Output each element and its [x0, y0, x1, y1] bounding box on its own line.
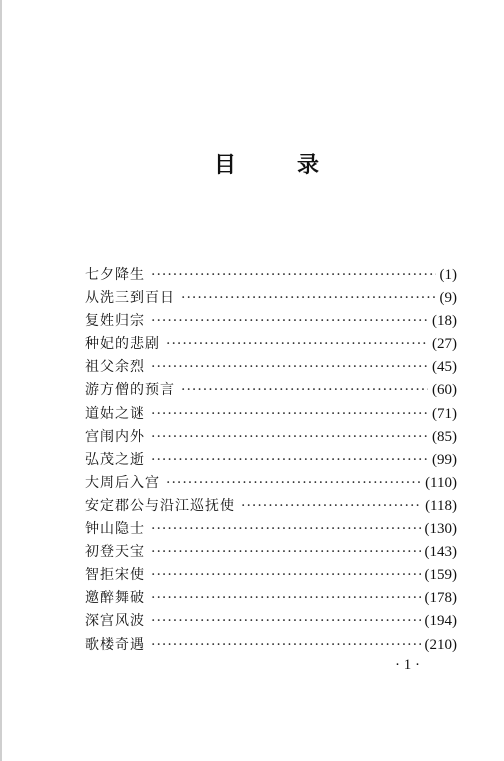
toc-entry[interactable] [85, 310, 457, 333]
page-edge-shadow [0, 0, 2, 761]
toc-entry-title: 道姑之谜 [85, 405, 145, 422]
toc-entry[interactable] [85, 356, 457, 379]
toc-entry-title: 深宫风波 [85, 613, 145, 630]
toc-entry-title: 歌楼奇遇 [85, 636, 145, 653]
toc-entry-page: (1) [439, 267, 457, 283]
toc-entry-title: 游方僧的预言 [85, 382, 175, 399]
toc-entry-page: (159) [424, 567, 457, 584]
dot-leader [151, 541, 421, 564]
toc-entry-title: 从洗三到百日 [85, 290, 175, 307]
toc-entry-page: (45) [432, 359, 457, 376]
toc-entry-title: 七夕降生 [85, 267, 145, 283]
toc-entry[interactable] [85, 518, 457, 541]
dot-leader [151, 356, 428, 379]
toc-entry-title: 邀醉舞破 [85, 590, 145, 607]
toc-entry-page: (178) [424, 590, 457, 607]
dot-leader [166, 333, 428, 356]
toc-entry[interactable] [85, 379, 457, 402]
toc-entry[interactable] [85, 541, 457, 564]
dot-leader [241, 495, 421, 518]
toc-entry[interactable] [85, 472, 457, 495]
toc-entry-page: (85) [432, 428, 457, 445]
toc-entry-page: (27) [432, 336, 457, 353]
toc-entry[interactable] [85, 287, 457, 310]
toc-entry[interactable] [85, 610, 457, 633]
toc-entry[interactable] [85, 333, 457, 356]
toc-entry-title: 复姓归宗 [85, 313, 145, 330]
dot-leader [151, 564, 421, 587]
toc-entry-page: (118) [425, 497, 457, 514]
title-char-2: 录 [297, 153, 321, 178]
toc-entry[interactable] [85, 634, 457, 657]
toc-entry-page: (143) [424, 544, 457, 561]
toc-entry[interactable] [85, 264, 457, 287]
toc-entry-title: 智拒宋使 [85, 567, 145, 584]
dot-leader [181, 379, 428, 402]
toc-entry-title: 初登天宝 [85, 544, 145, 561]
toc-entry[interactable] [85, 426, 457, 449]
toc-entry[interactable] [85, 564, 457, 587]
dot-leader [151, 403, 428, 426]
toc-entry-title: 安定郡公与沿江巡抚使 [85, 497, 235, 514]
toc-entry-page: (9) [439, 290, 457, 307]
dot-leader [166, 472, 421, 495]
toc-entry-page: (210) [424, 636, 457, 653]
dot-leader [151, 426, 428, 449]
dot-leader [151, 264, 436, 287]
table-of-contents [85, 264, 457, 657]
toc-entry-page: (18) [432, 313, 457, 330]
toc-entry-page: (110) [425, 474, 457, 491]
toc-entry[interactable] [85, 495, 457, 518]
toc-entry-title: 弘茂之逝 [85, 451, 145, 468]
toc-entry[interactable] [85, 587, 457, 610]
toc-entry-title: 种妃的悲剧 [85, 336, 160, 353]
toc-entry[interactable] [85, 449, 457, 472]
toc-entry-page: (71) [432, 405, 457, 422]
page-number: · 1 · [395, 657, 420, 673]
dot-leader [151, 587, 421, 610]
toc-entry-page: (60) [432, 382, 457, 399]
dot-leader [151, 310, 428, 333]
dot-leader [151, 634, 421, 657]
toc-entry-page: (194) [424, 613, 457, 630]
dot-leader [151, 518, 421, 541]
toc-entry-title: 大周后入宫 [85, 474, 160, 491]
toc-entry-title: 钟山隐士 [85, 521, 145, 538]
title-char-1: 目 [214, 153, 238, 178]
dot-leader [151, 610, 421, 633]
toc-entry-page: (99) [432, 451, 457, 468]
dot-leader [181, 287, 436, 310]
toc-entry[interactable] [85, 403, 457, 426]
page-title [214, 148, 320, 179]
toc-entry-title: 祖父余烈 [85, 359, 145, 376]
dot-leader [151, 449, 428, 472]
toc-entry-page: (130) [424, 521, 457, 538]
toc-entry-title: 宫闱内外 [85, 428, 145, 445]
